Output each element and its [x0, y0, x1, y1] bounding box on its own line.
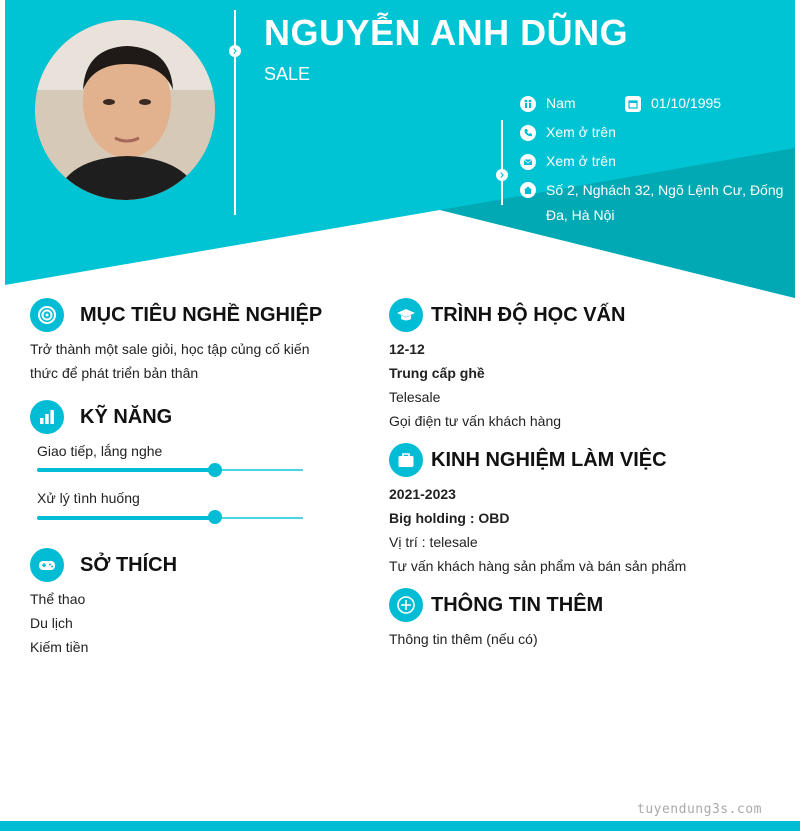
phone-info [520, 124, 616, 141]
skill-name: Giao tiếp, lắng nghe [37, 443, 163, 459]
hobby-item: Thể thao [30, 591, 86, 607]
experience-position: Vị trí : telesale [389, 534, 478, 550]
header-divider-line [234, 10, 236, 215]
skill-fill [37, 468, 215, 472]
skill-fill [37, 516, 215, 520]
experience-description: Tư vấn khách hàng sản phẩm và bán sản phẩm [389, 558, 687, 574]
hobby-item: Kiếm tiền [30, 639, 89, 655]
education-school: Trung cấp ghề [389, 365, 485, 381]
objective-line-2: thức để phát triển bản thân [30, 365, 199, 381]
email-value: Xem ở trên [546, 153, 616, 169]
hobbies-list [30, 587, 88, 659]
chevron-right-icon [229, 45, 241, 57]
birthday-info [625, 95, 721, 112]
education-description: Gọi điện tư vấn khách hàng [389, 413, 562, 429]
footer-bar [0, 821, 800, 831]
skill-name: Xử lý tình huống [37, 490, 140, 506]
gender-value: Nam [546, 95, 576, 111]
candidate-role: SALE [264, 64, 311, 84]
objective-title: MỤC TIÊU NGHỀ NGHIỆP [80, 303, 323, 326]
email-info [520, 153, 616, 170]
experience-title: KINH NGHIỆM LÀM VIỆC [431, 448, 667, 471]
experience-company: Big holding : OBD [389, 510, 510, 526]
address-info [520, 178, 783, 228]
birthday-value: 01/10/1995 [651, 95, 722, 111]
contact-divider-line [501, 120, 503, 205]
objective-heading [30, 298, 322, 332]
briefcase-icon [389, 443, 423, 477]
skills-title: KỸ NĂNG [80, 405, 173, 428]
education-period: 12-12 [389, 341, 425, 357]
hobbies-title: SỞ THÍCH [80, 553, 178, 576]
skill-level-knob [208, 463, 222, 477]
extra-content: Thông tin thêm (nếu có) [389, 631, 538, 647]
address-line-1: Số 2, Nghách 32, Ngõ Lệnh Cư, Đống [546, 182, 784, 198]
objective-line-1: Trở thành một sale giỏi, học tập củng cố kiến [30, 341, 310, 357]
experience-heading [389, 443, 667, 477]
home-icon [520, 182, 536, 198]
education-heading [389, 298, 625, 332]
hobby-item: Du lịch [30, 615, 73, 631]
hobbies-heading [30, 548, 177, 582]
skill-level-knob [208, 510, 222, 524]
experience-details [389, 482, 686, 578]
experience-period: 2021-2023 [389, 486, 456, 502]
skills-heading [30, 400, 172, 434]
gender-info [520, 95, 576, 112]
extra-heading [389, 588, 603, 622]
candidate-name: NGUYỄN ANH DŨNG [264, 12, 629, 53]
address-line-2: Đa, Hà Nội [546, 207, 615, 223]
calendar-icon [625, 96, 641, 112]
education-title: TRÌNH ĐỘ HỌC VẤN [431, 303, 626, 326]
objective-text [30, 337, 309, 385]
phone-icon [520, 125, 536, 141]
graduation-cap-icon [389, 298, 423, 332]
gamepad-icon [30, 548, 64, 582]
education-details [389, 337, 561, 433]
watermark: tuyendung3s.com [637, 802, 762, 817]
education-major: Telesale [389, 389, 441, 405]
gender-icon [520, 96, 536, 112]
target-icon [30, 298, 64, 332]
extra-title: THÔNG TIN THÊM [431, 593, 604, 616]
chevron-right-icon [496, 169, 508, 181]
plus-icon [389, 588, 423, 622]
avatar [35, 20, 215, 200]
phone-value: Xem ở trên [546, 124, 616, 140]
mail-icon [520, 154, 536, 170]
bar-chart-icon [30, 400, 64, 434]
